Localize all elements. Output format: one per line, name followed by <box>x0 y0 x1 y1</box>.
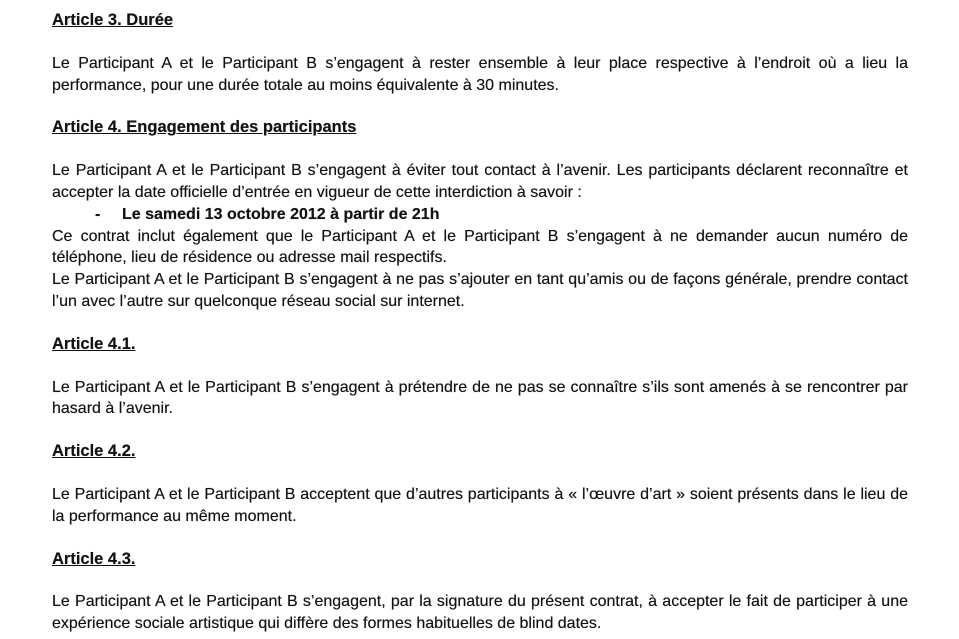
article-4-paragraph-social-network: Le Participant A et le Participant B s’engagent à ne pas s’ajouter en tant qu’amis ou de façons générale, prendre contact l’un avec l’autre sur quelconque réseau social sur internet. <box>52 271 908 310</box>
article-4-3-heading: Article 4.3. <box>52 549 136 568</box>
article-4-section <box>52 117 908 312</box>
article-3-heading: Article 3. Durée <box>52 11 174 29</box>
bullet-item-date <box>52 204 908 226</box>
article-4-heading: Article 4. Engagement des participants <box>52 118 357 137</box>
article-4-1-paragraph: Le Participant A et le Participant B s’engagent à prétendre de ne pas se connaître s’ils sont amenés à se rencontrer par hasard à l’avenir. <box>52 378 908 418</box>
article-4-1-section <box>52 334 908 420</box>
bullet-date-text: Le samedi 13 octobre 2012 à partir de 21h <box>122 205 440 223</box>
article-4-paragraph-contact-info: Ce contrat inclut également que le Participant A et le Participant B s’engagent à ne demander aucun numéro de téléphone, lieu de résidence ou adresse mail respectifs. <box>52 227 908 267</box>
article-4-2-heading: Article 4.2. <box>52 442 136 461</box>
article-4-3-paragraph: Le Participant A et le Participant B s’engagent, par la signature du présent contrat, à accepter le fait de participer à une expérience sociale artistique qui diffère des formes habituelles de blind dates. <box>52 593 908 633</box>
bullet-dash: - <box>95 205 101 223</box>
article-4-2-section <box>52 441 908 527</box>
article-3-section <box>52 10 908 96</box>
article-4-2-paragraph: Le Participant A et le Participant B acceptent que d’autres participants à « l’œuvre d’art » soient présents dans le lieu de la performance au même moment. <box>52 485 908 525</box>
article-4-1-heading: Article 4.1. <box>52 334 136 353</box>
article-4-3-section <box>52 549 908 635</box>
article-4-paragraph-intro: Le Participant A et le Participant B s’engagent à éviter tout contact à l’avenir. Les participants déclarent reconnaître et accepter la date officielle d’entrée en vigueur de cette interdiction à savoir : <box>52 162 908 201</box>
article-3-paragraph: Le Participant A et le Participant B s’engagent à rester ensemble à leur place respective à l’endroit où a lieu la performance, pour une durée totale au moins équivalente à 30 minutes. <box>52 54 908 94</box>
